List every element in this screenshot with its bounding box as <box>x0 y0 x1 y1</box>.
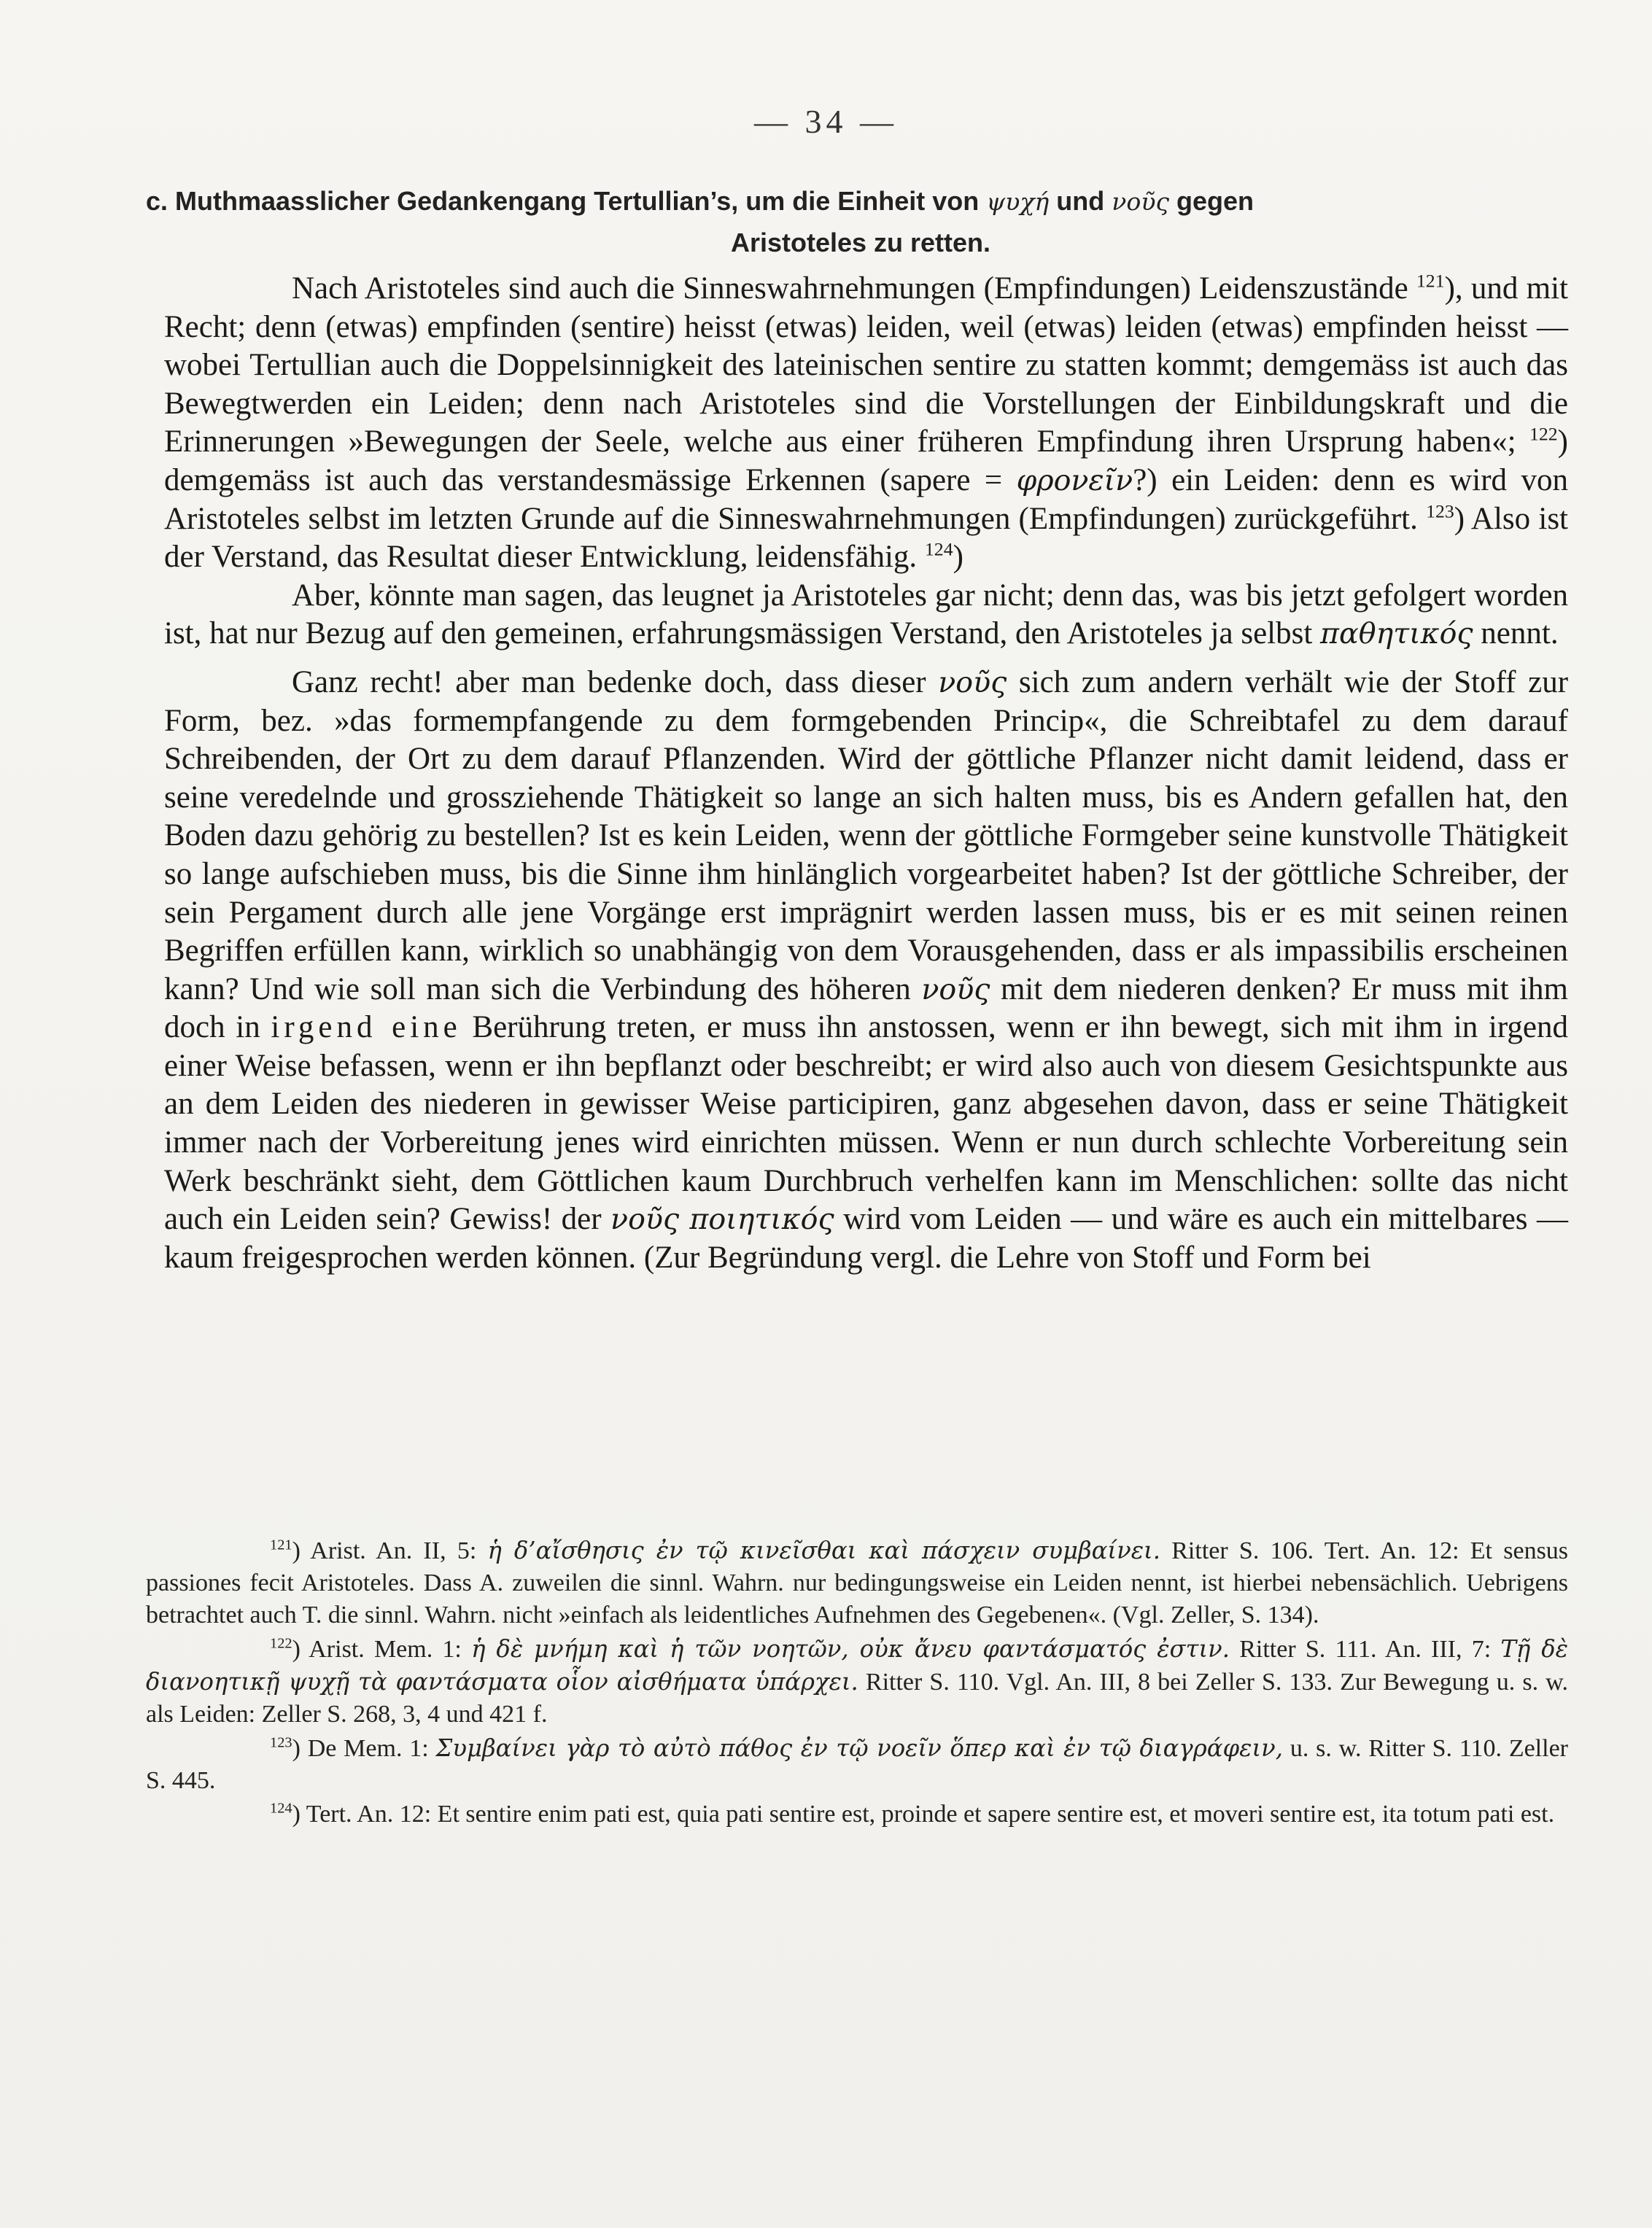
body-text <box>164 270 1568 1277</box>
footnote-122-text-a: ) Arist. Mem. 1: <box>292 1636 462 1663</box>
footnote-124-number: 124 <box>270 1800 292 1817</box>
footnote-122-number: 122 <box>270 1635 292 1652</box>
footnote-ref-122: 122 <box>1529 424 1558 446</box>
p3-text-c: mit dem niederen denken? Er muss mit ihm doch in <box>164 971 1568 1045</box>
footnote-124 <box>146 1798 1568 1831</box>
footnote-ref-123: 123 <box>1426 500 1454 522</box>
heading-line-1 <box>146 181 1575 222</box>
p1-greek-phronein: φρονεῖν <box>1016 463 1133 497</box>
footnote-122-text-c: Ritter S. 110. Vgl. An. III, 8 bei Zeller S. 133. Zur Bewegung u. s. w. als Leiden: Zeller S. 268, 3, 4 und 421 f. <box>146 1669 1568 1728</box>
footnote-121 <box>146 1534 1568 1631</box>
footnote-121-greek: ἡ δ’αἴσθησις ἐν τῷ κινεῖσθαι καὶ πάσχειν συμβαίνει. <box>487 1537 1160 1564</box>
p3-greek-nous-2: νοῦς <box>921 972 990 1006</box>
heading-greek-nous: νοῦς <box>1112 187 1170 216</box>
heading-greek-psyche: ψυχή <box>986 187 1050 216</box>
p2-text-a: Aber, könnte man sagen, das leugnet ja Aristoteles gar nicht; denn das, was bis jetzt gefolgert worden ist, hat nur Bezug auf den gemeinen, erfahrungsmässigen Verstand, den Aristoteles ja selbst <box>164 578 1568 651</box>
paragraph-3 <box>164 664 1568 1278</box>
p3-spaced-emphasis: irgend eine <box>271 1010 462 1045</box>
page-number: — 34 — <box>754 103 898 140</box>
footnote-ref-124: 124 <box>924 538 953 560</box>
p1-text-a: Nach Aristoteles sind auch die Sinneswahrnehmungen (Empfindungen) Leidenszustände <box>292 271 1408 306</box>
footnote-123 <box>146 1732 1568 1797</box>
p1-text-e: ) Also ist der Verstand, das Resultat dieser Entwicklung, leidensfähig. <box>164 501 1569 575</box>
footnote-122-greek-1: ἡ δὲ μνήμη καὶ ἡ τῶν νοητῶν, οὐκ ἄνευ φαντάσματός ἐστιν. <box>471 1635 1230 1663</box>
p3-greek-nous-poietikos: νοῦς ποιητικός <box>610 1203 834 1237</box>
heading-tail: gegen <box>1176 186 1254 216</box>
p3-text-e: wird vom Leiden — und wäre es auch ein mittelbares — kaum freigesprochen werden können. (Zur Begründung vergl. die Lehre von Stoff und Form bei <box>164 1202 1569 1275</box>
p3-greek-nous-1: νοῦς <box>938 665 1007 699</box>
paragraph-2 <box>164 577 1568 653</box>
footnotes <box>146 1534 1568 1832</box>
footnote-123-text-a: ) De Mem. 1: <box>292 1735 429 1762</box>
footnote-123-greek: Συμβαίνει γὰρ τὸ αὐτὸ πάθος ἐν τῷ νοεῖν ὅπερ καὶ ἐν τῷ διαγράφειν, <box>435 1734 1284 1762</box>
p1-text-f: ) <box>953 540 963 575</box>
footnote-124-text-a: ) Tert. An. 12: Et sentire enim pati est, quia pati sentire est, proinde et sapere sentire est, et moveri sentire est, ita totum pati est. <box>292 1801 1555 1828</box>
footnote-122-greek-2: Τῇ δὲ διανοητικῇ ψυχῇ τὰ φαντάσματα οἷον αἰσθήματα ὑπάρχει. <box>146 1635 1568 1696</box>
footnote-121-number: 121 <box>270 1537 292 1553</box>
p2-text-b: nennt. <box>1481 616 1559 651</box>
heading-line-2: Aristoteles zu retten. <box>730 228 991 257</box>
section-heading <box>146 181 1575 263</box>
heading-label: c. Muthmaasslicher Gedankengang Tertullian’s, um die Einheit von <box>146 186 980 216</box>
footnote-123-number: 123 <box>270 1734 292 1751</box>
footnote-122 <box>146 1633 1568 1731</box>
p1-text-c: ) demgemäss ist auch das verstandesmässige Erkennen (sapere = <box>164 424 1568 497</box>
p2-greek-pathetikos: παθητικός <box>1320 617 1473 651</box>
p3-text-b: sich zum andern verhält wie der Stoff zur Form, bez. »das formempfangende zu dem formgebenden Princip«, die Schreibtafel zu dem darauf Schreibenden, der Ort zu dem darauf Pflanzenden. Wird der göttliche Pflanzer nicht damit leidend, dass er seine veredelnde und grossziehende Thätigkeit so lange an sich halten muss, bis es Andern gefallen hat, den Boden dazu gehörig zu bestellen? Ist es kein Leiden, wenn der göttliche Formgeber seine kunstvolle Thätigkeit so lange aufschieben muss, bis die Sinne ihm hinlänglich vorgearbeitet haben? Ist der göttliche Schreiber, der sein Pergament durch alle jene Vorgänge erst imprägnirt werden lassen muss, bis er es mit seinen reinen Begriffen erfüllen kann, wirklich so unabhängig von dem Vorausgehenden, dass er als impassibilis erscheinen kann? Und wie soll man sich die Verbindung des höheren <box>164 664 1569 1006</box>
footnote-121-text-a: ) Arist. An. II, 5: <box>292 1537 477 1564</box>
p1-text-d: ?) ein Leiden: denn es wird von Aristoteles selbst im letzten Grunde auf die Sinneswahrnehmungen (Empfindungen) zurückgeführt. <box>164 462 1568 536</box>
footnote-123-text-b: u. s. w. Ritter S. 110. Zeller S. 445. <box>146 1735 1568 1794</box>
p3-text-a: Ganz recht! aber man bedenke doch, dass dieser <box>292 664 926 699</box>
heading-and: und <box>1056 186 1105 216</box>
paragraph-1 <box>164 270 1568 577</box>
p3-text-d: Berührung treten, er muss ihn anstossen, wenn er ihn bewegt, sich mit ihm in irgend einer Weise befassen, wenn er ihn bepflanzt oder beschreibt; er wird also auch von diesem Gesichtspunkte aus an dem Leiden des niederen in gewisser Weise participiren, ganz abgesehen davon, dass er seine Thätigkeit immer nach der Vorbereitung jenes wird einrichten müssen. Wenn er nun durch schlechte Vorbereitung sein Werk beschränkt sieht, dem Göttlichen kaum Durchbruch verhelfen kann im Menschlichen: sollte das nicht auch ein Leiden sein? Gewiss! der <box>164 1010 1568 1237</box>
footnote-122-text-b: Ritter S. 111. An. III, 7: <box>1239 1636 1492 1663</box>
p1-text-b: ), und mit Recht; denn (etwas) empfinden (sentire) heisst (etwas) leiden, weil (etwas) leiden (etwas) empfinden heisst — wobei Tertullian auch die Doppelsinnigkeit des lateinischen sentire zu statten kommt; demgemäss ist auch das Bewegtwerden ein Leiden; denn nach Aristoteles sind die Vorstellungen der Einbildungskraft und die Erinnerungen »Bewegungen der Seele, welche aus einer früheren Empfindung ihren Ursprung haben«; <box>164 271 1568 459</box>
footnote-ref-121: 121 <box>1416 270 1445 292</box>
footnote-121-text-b: Ritter S. 106. Tert. An. 12: Et sensus passiones fecit Aristoteles. Dass A. zuweilen die sinnl. Wahrn. nur bedingungsweise ein Leiden nennt, ist hierbei nebensächlich. Uebrigens betrachtet auch T. die sinnl. Wahrn. nicht »einfach als leidentliches Aufnehmen des Gegebenen«. (Vgl. Zeller, S. 134). <box>146 1537 1569 1629</box>
